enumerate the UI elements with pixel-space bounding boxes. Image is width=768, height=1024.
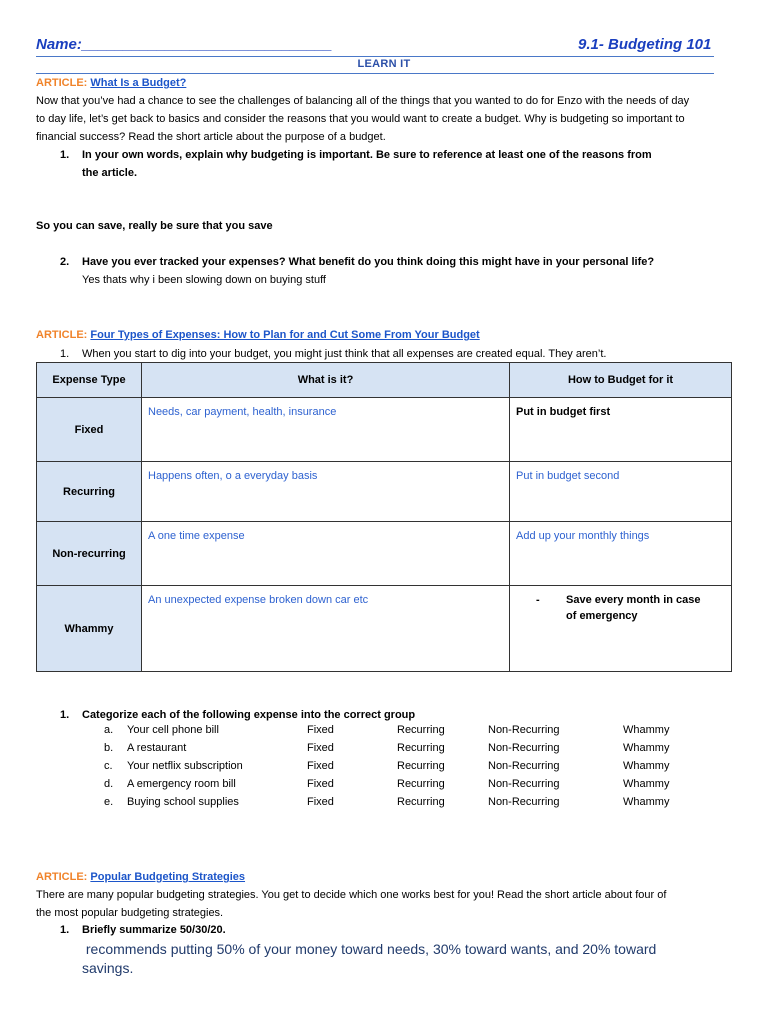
table-row [37, 398, 732, 462]
item-letter: e. [104, 796, 114, 808]
table-header-row [37, 363, 732, 398]
option-non-recurring[interactable]: Non-Recurring [488, 724, 560, 736]
intro-line: There are many popular budgeting strategies. You get to decide which one works best for you! Read the short article about four of [36, 889, 667, 901]
item-label: Your netflix subscription [127, 760, 243, 772]
item-letter: c. [104, 760, 113, 772]
intro-line: financial success? Read the short article about the purpose of a budget. [36, 131, 386, 143]
how-to-budget-cell[interactable]: Put in budget second [510, 462, 732, 522]
question-line: In your own words, explain why budgeting is important. Be sure to reference at least one of the reasons from [82, 149, 652, 161]
option-whammy[interactable]: Whammy [623, 724, 670, 736]
table-row [37, 586, 732, 672]
option-fixed[interactable]: Fixed [307, 796, 334, 808]
intro-line: the most popular budgeting strategies. [36, 907, 224, 919]
option-whammy[interactable]: Whammy [623, 796, 670, 808]
article-link-what-is-a-budget[interactable]: What Is a Budget? [90, 77, 187, 89]
article-link-popular-budgeting-strategies[interactable]: Popular Budgeting Strategies [90, 871, 246, 883]
item-label: Buying school supplies [127, 796, 239, 808]
question-number: 2. [60, 256, 70, 268]
header-divider-top [36, 56, 714, 57]
answer-text[interactable]: Yes thats why i been slowing down on buying stuff [82, 274, 326, 286]
item-letter: b. [104, 742, 114, 754]
bullet-line: of emergency [566, 610, 638, 622]
article-prefix: ARTICLE: [36, 329, 88, 341]
option-non-recurring[interactable]: Non-Recurring [488, 796, 560, 808]
table-row [37, 522, 732, 586]
expense-type-cell: Fixed [37, 398, 142, 462]
option-whammy[interactable]: Whammy [623, 760, 670, 772]
item-label: A restaurant [127, 742, 187, 754]
question-text: Briefly summarize 50/30/20. [82, 924, 226, 936]
what-is-it-cell[interactable]: An unexpected expense broken down car etc [142, 586, 510, 672]
how-to-budget-cell[interactable]: Put in budget first [510, 398, 732, 462]
table-row [37, 462, 732, 522]
answer-line: recommends putting 50% of your money toward needs, 30% toward wants, and 20% toward [82, 941, 657, 957]
how-to-budget-cell[interactable]: Add up your monthly things [510, 522, 732, 586]
question-number: 1. [60, 149, 70, 161]
article-prefix: ARTICLE: [36, 77, 88, 89]
bullet-dash: - [536, 594, 540, 606]
answer-text[interactable] [82, 940, 722, 978]
expense-type-cell: Non-recurring [37, 522, 142, 586]
article-link-four-types-of-expenses[interactable]: Four Types of Expenses: How to Plan for and Cut Some From Your Budget [90, 329, 480, 341]
worksheet-title: 9.1- Budgeting 101 [578, 36, 712, 53]
question-text: Have you ever tracked your expenses? What benefit do you think doing this might have in your personal life? [82, 256, 655, 268]
expense-types-table [36, 362, 732, 672]
question-number: 1. [60, 709, 70, 721]
item-letter: a. [104, 724, 114, 736]
question-number: 1. [60, 924, 70, 936]
article-heading [36, 326, 480, 344]
bullet-item [516, 592, 725, 624]
item-label: A emergency room bill [127, 778, 236, 790]
question-text [82, 146, 732, 182]
answer-text[interactable]: So you can save, really be sure that you save [36, 220, 273, 232]
column-header: Expense Type [37, 363, 142, 398]
intro-paragraph [36, 92, 689, 146]
article-heading [36, 74, 186, 92]
intro-line: Now that you’ve had a chance to see the challenges of balancing all of the things that you wanted to do for Enzo with the needs of day [36, 95, 690, 107]
answer-line: savings. [82, 960, 134, 976]
expense-type-cell: Recurring [37, 462, 142, 522]
option-non-recurring[interactable]: Non-Recurring [488, 778, 560, 790]
article-heading [36, 868, 245, 886]
how-to-budget-cell[interactable] [510, 586, 732, 672]
question-number: 1. [60, 348, 70, 360]
question-text: Categorize each of the following expense into the correct group [82, 709, 416, 721]
categorize-list [0, 724, 768, 814]
intro-paragraph [36, 886, 666, 922]
question-text: When you start to dig into your budget, you might just think that all expenses are created equal. They aren’t. [82, 348, 607, 360]
column-header: What is it? [142, 363, 510, 398]
option-whammy[interactable]: Whammy [623, 778, 670, 790]
option-fixed[interactable]: Fixed [307, 742, 334, 754]
column-header: How to Budget for it [510, 363, 732, 398]
option-fixed[interactable]: Fixed [307, 724, 334, 736]
option-recurring[interactable]: Recurring [397, 796, 445, 808]
what-is-it-cell[interactable]: Needs, car payment, health, insurance [142, 398, 510, 462]
option-non-recurring[interactable]: Non-Recurring [488, 742, 560, 754]
what-is-it-cell[interactable]: Happens often, o a everyday basis [142, 462, 510, 522]
bullet-line: Save every month in case [566, 594, 701, 606]
option-non-recurring[interactable]: Non-Recurring [488, 760, 560, 772]
section-heading: LEARN IT [357, 58, 411, 70]
option-recurring[interactable]: Recurring [397, 778, 445, 790]
what-is-it-cell[interactable]: A one time expense [142, 522, 510, 586]
option-recurring[interactable]: Recurring [397, 760, 445, 772]
name-field-label: Name:______________________________ [36, 36, 333, 53]
option-fixed[interactable]: Fixed [307, 760, 334, 772]
item-label: Your cell phone bill [127, 724, 219, 736]
article-prefix: ARTICLE: [36, 871, 88, 883]
intro-line: to day life, let’s get back to basics and consider the reasons that you would want to create a budget. Why is budgeting so important to [36, 113, 685, 125]
option-whammy[interactable]: Whammy [623, 742, 670, 754]
item-letter: d. [104, 778, 114, 790]
question-line: the article. [82, 167, 138, 179]
option-fixed[interactable]: Fixed [307, 778, 334, 790]
option-recurring[interactable]: Recurring [397, 742, 445, 754]
expense-type-cell: Whammy [37, 586, 142, 672]
option-recurring[interactable]: Recurring [397, 724, 445, 736]
